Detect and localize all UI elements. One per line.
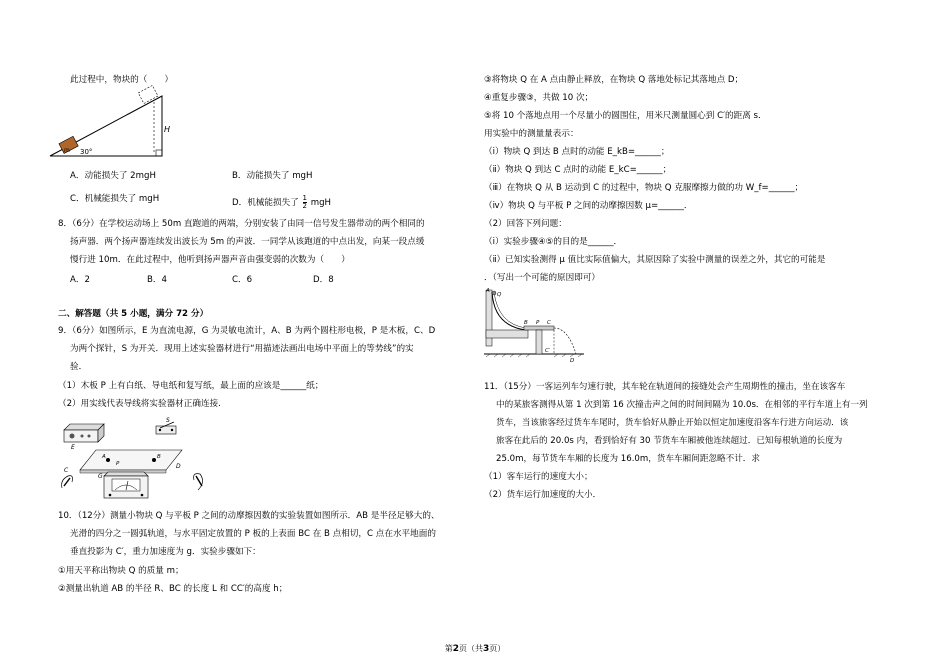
label-b: B <box>524 320 528 326</box>
q11-sub-1: （1）客车运行的速度大小； <box>484 472 593 482</box>
q7-incline-figure <box>50 88 180 160</box>
fraction-denominator: 2 <box>302 202 307 210</box>
label-p: P <box>116 461 120 467</box>
power-supply-box <box>64 424 104 442</box>
q7-option-d-text: D．机械能损失了 <box>232 198 299 208</box>
q10-part-ii: （ⅱ）物块 Q 到达 C 点时的动能 E_kC=______； <box>484 165 672 175</box>
q10-answer-ii: （ⅱ）已知实验测得 μ 值比实际值偏大，其原因除了实验中测量的误差之外，其它的可能是 <box>484 255 826 265</box>
q7-option-a: A．动能损失了 2mgH <box>70 171 156 181</box>
q7-angle-label: 30° <box>80 148 93 156</box>
q9-apparatus-figure <box>58 418 218 500</box>
q10-answer-ii-tail: ．（写出一个可能的原因即可） <box>484 273 601 283</box>
q10-step-3: ③将物块 Q 在 A 点由静止释放，在物块 Q 落地处标记其落地点 D； <box>484 75 744 85</box>
q10-track-figure <box>484 286 584 364</box>
label-b: B <box>157 454 161 460</box>
label-c-prime: C′ <box>545 348 551 354</box>
probe-c <box>62 476 73 488</box>
q7-mass-label: m <box>64 147 70 154</box>
q11-line-5: 25.0m，每节货车车厢的长度为 16.0m，货车车厢间距忽略不计．求 <box>496 454 760 464</box>
label-p: P <box>536 320 540 326</box>
q7-height-label: H <box>164 125 171 134</box>
q8-line-2: 扬声器．两个扬声器连续发出波长为 5m 的声波．一同学从该跑道的中点出发，向某一段点缓 <box>70 237 425 247</box>
q7-option-d <box>232 195 331 210</box>
q10-line-2: 光滑的四分之一圆弧轨道，与水平固定放置的 P 板的上表面 BC 在 B 点相切，C 点在水平地面的 <box>70 529 436 539</box>
footer-page-number: 2 <box>452 644 459 654</box>
q10-line-3: 垂直投影为 C′，重力加速度为 g．实验步骤如下： <box>70 547 261 557</box>
q10-answer-heading: （2）回答下列问题： <box>484 219 567 229</box>
q9-line-2: 为两个探针，S 为开关．现用上述实验器材进行“用描迹法画出电场中平面上的等势线”的实 <box>70 344 414 354</box>
q11-line-3: 货车，当该旅客经过货车车尾时，货车恰好从静止开始以恒定加速度沿客车行进方向运动．该 <box>496 418 849 428</box>
q9-sub-2: （2）用实线代表导线将实验器材正确连接. <box>58 399 221 409</box>
section-2-heading: 二、解答题（共 5 小题，满分 72 分） <box>58 309 209 319</box>
q10-part-iv: （ⅳ）物块 Q 与平板 P 之间的动摩擦因数 μ=______． <box>484 201 693 211</box>
q10-part-iii: （ⅲ）在物块 Q 从 B 运动到 C 的过程中，物块 Q 克服摩擦力做的功 W_f=______； <box>484 183 804 193</box>
q7-option-c: C．机械能损失了 mgH <box>70 194 160 204</box>
label-a: A <box>486 288 490 294</box>
q7-option-d-fraction <box>303 195 307 210</box>
label-c: C <box>547 320 551 326</box>
q10-part-i: （ⅰ）物块 Q 到达 B 点时的动能 E_kB=______； <box>484 147 670 157</box>
q9-line-3: 验． <box>70 362 88 372</box>
q10-express-heading: 用实验中的测量量表示： <box>484 129 579 139</box>
label-a: A <box>102 454 106 460</box>
q8-line-1: 8．（6分）在学校运动场上 50m 直跑道的两端，分别安装了由同一信号发生器带动的两个相同的 <box>58 219 425 229</box>
footer-mid: 页（共 <box>459 644 483 653</box>
q10-answer-i: （ⅰ）实验步骤④⑤的目的是______． <box>484 237 623 247</box>
label-s: S <box>166 417 170 424</box>
q7-option-d-unit: mgH <box>310 198 332 208</box>
label-d: D <box>570 358 575 364</box>
q10-step-4: ④重复步骤③，共做 10 次； <box>484 93 594 103</box>
q9-sub-1: （1）木板 P 上有白纸、导电纸和复写纸，最上面的应该是______纸； <box>58 381 324 391</box>
q9-line-1: 9．（6分）如图所示，E 为直流电源，G 为灵敏电流计，A、B 为两个圆柱形电极，P 是木板，C、D <box>58 326 436 336</box>
label-c: C <box>64 467 69 474</box>
q11-line-1: 11．（15分）一客运列车匀速行驶，其车轮在轨道间的接缝处会产生周期性的撞击，坐在该客车 <box>484 382 846 392</box>
q8-option-a: A．2 <box>70 275 90 285</box>
q10-line-1: 10．（12分）测量小物块 Q 与平板 P 之间的动摩擦因数的实验装置如图所示．AB 是半径足够大的、 <box>58 511 440 521</box>
q8-line-3: 慢行进 10m．在此过程中，他听到扬声器声音由强变弱的次数为（ ） <box>70 255 350 265</box>
q8-option-c: C．6 <box>232 275 253 285</box>
fraction-numerator: 1 <box>302 194 307 202</box>
label-q: Q <box>497 292 502 298</box>
footer-pre: 第 <box>444 644 453 653</box>
probe-d <box>194 474 203 490</box>
wooden-board <box>80 450 182 473</box>
label-d: D <box>176 463 181 470</box>
q10-step-2: ②测量出轨道 AB 的半径 R、BC 的长度 L 和 CC′的高度 h； <box>58 584 288 594</box>
q7-option-b: B．动能损失了 mgH <box>232 171 313 181</box>
q8-option-d: D．8 <box>313 275 334 285</box>
q11-line-4: 旅客在此后的 20.0s 内，看到恰好有 30 节货车车厢被他连续超过．已知每根轨道的长度为 <box>496 436 843 446</box>
galvanometer <box>104 472 148 498</box>
q11-sub-2: （2）货车运行加速度的大小． <box>484 490 602 500</box>
label-g: G <box>98 473 103 480</box>
q10-step-5: ⑤将 10 个落地点用一个尽量小的圆围住，用米尺测量圆心到 C′的距离 s． <box>484 111 767 121</box>
q7-tail: 此过程中，物块的（ ） <box>70 75 174 85</box>
footer-total-pages: 3 <box>483 644 490 654</box>
footer-post: 页） <box>489 644 506 653</box>
page-footer <box>0 645 950 654</box>
q11-line-2: 中的某旅客测得从第 1 次到第 16 次撞击声之间的时间间隔为 10.0s．在相邻的平行车道上有一列 <box>496 400 868 410</box>
q8-option-b: B．4 <box>147 275 167 285</box>
label-e: E <box>71 444 75 451</box>
q10-step-1: ①用天平称出物块 Q 的质量 m； <box>58 566 184 576</box>
